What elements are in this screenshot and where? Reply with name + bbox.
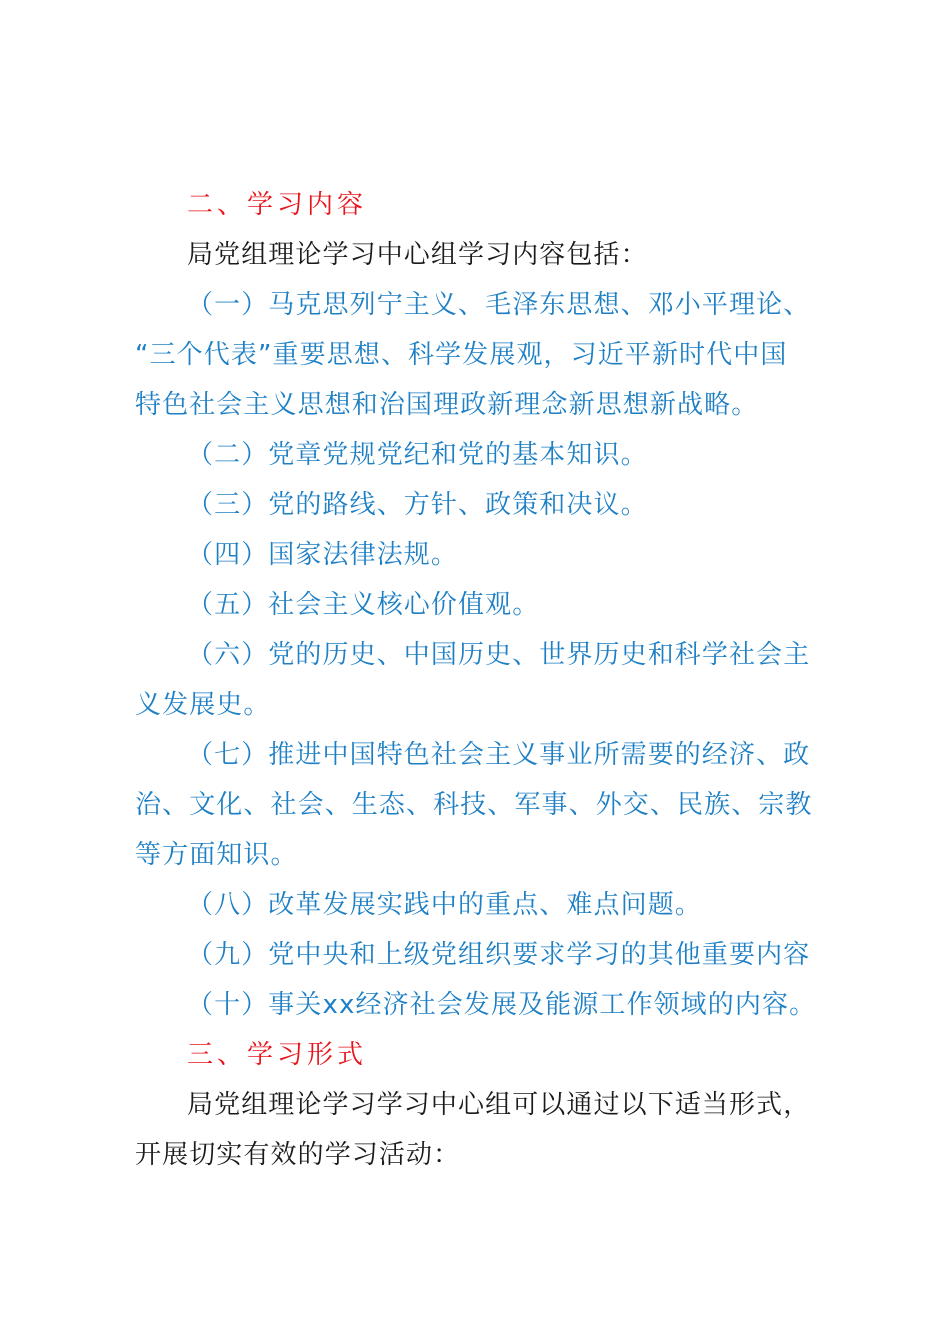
list-item-9: （九）党中央和上级党组织要求学习的其他重要内容 bbox=[187, 940, 811, 970]
list-item-5: （五）社会主义核心价值观。 bbox=[187, 590, 540, 620]
form-intro-line-1: 局党组理论学习学习中心组可以通过以下适当形式， bbox=[187, 1090, 811, 1120]
list-item-1-line-3: 特色社会主义思想和治国理政新理念新思想新战略。 bbox=[135, 390, 759, 420]
list-item-7-line-3: 等方面知识。 bbox=[135, 840, 298, 870]
list-item-6-line-1: （六）党的历史、中国历史、世界历史和科学社会主 bbox=[187, 640, 811, 670]
list-item-6-line-2: 义发展史。 bbox=[135, 690, 271, 720]
list-item-2: （二）党章党规党纪和党的基本知识。 bbox=[187, 440, 648, 470]
list-item-7-line-1: （七）推进中国特色社会主义事业所需要的经济、政 bbox=[187, 740, 811, 770]
section-heading-content: 二、学习内容 bbox=[187, 190, 368, 220]
form-intro-line-2: 开展切实有效的学习活动： bbox=[135, 1140, 461, 1170]
list-item-1-line-2: “三个代表”重要思想、科学发展观，习近平新时代中国 bbox=[135, 340, 788, 370]
document-page bbox=[135, 180, 831, 1180]
list-item-4: （四）国家法律法规。 bbox=[187, 540, 459, 570]
list-item-8: （八）改革发展实践中的重点、难点问题。 bbox=[187, 890, 702, 920]
list-item-3: （三）党的路线、方针、政策和决议。 bbox=[187, 490, 648, 520]
list-item-7-line-2: 治、文化、社会、生态、科技、军事、外交、民族、宗教 bbox=[135, 790, 813, 820]
content-intro: 局党组理论学习中心组学习内容包括： bbox=[187, 240, 648, 270]
section-heading-form: 三、学习形式 bbox=[187, 1040, 368, 1070]
list-item-1-line-1: （一）马克思列宁主义、毛泽东思想、邓小平理论、 bbox=[187, 290, 811, 320]
list-item-10: （十）事关xx经济社会发展及能源工作领域的内容。 bbox=[187, 990, 817, 1020]
